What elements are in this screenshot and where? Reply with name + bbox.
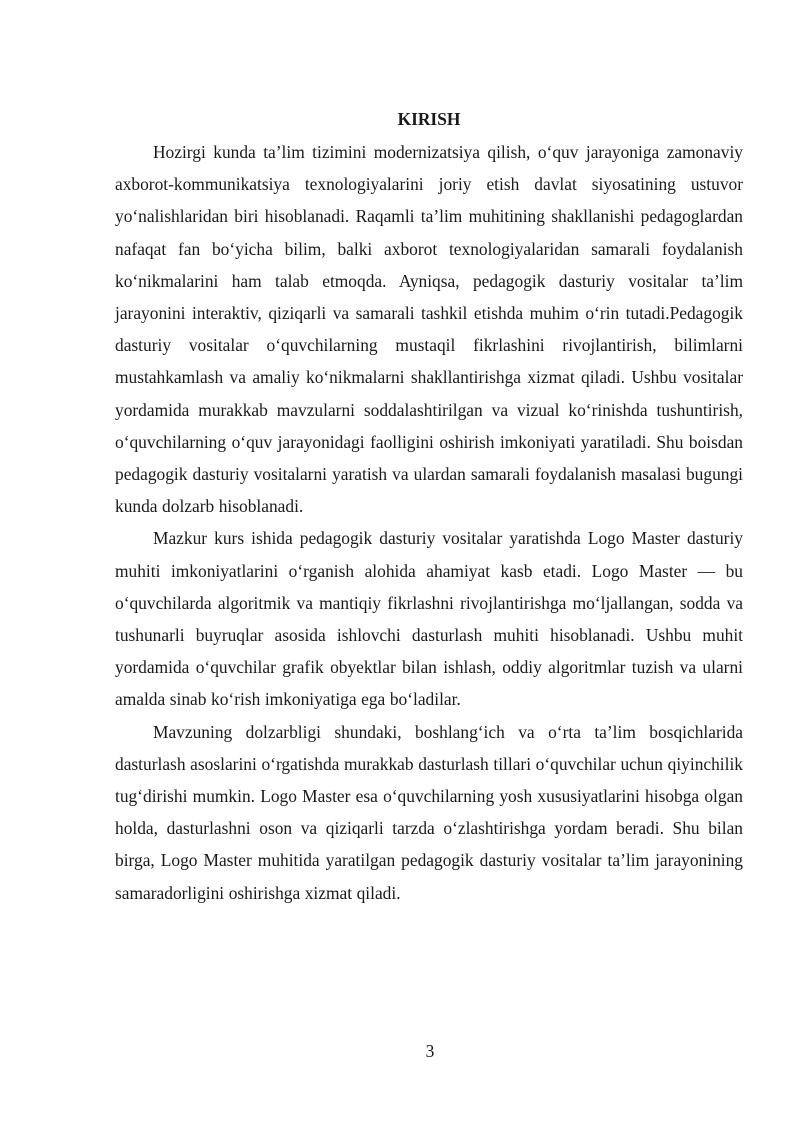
paragraph-relevance: Mavzuning dolzarbligi shundaki, boshlang‘ich va o‘rta ta’lim bosqichlarida dasturlash asoslarini o‘rgatishda murakkab dasturlash tillari o‘quvchilar uchun qiyinchilik tug‘dirishi mumkin. Logo Master esa o‘quvchilarning yosh xususiyatlarini hisobga olgan holda, dasturlashni oson va qiziqarli tarzda o‘zlashtirishga yordam beradi. Shu bilan birga, Logo Master muhitida yaratilgan pedagogik dasturiy vositalar ta’lim jarayonining samaradorligini oshirishga xizmat qiladi.	[115, 721, 743, 903]
page-content	[115, 108, 743, 909]
page-number: 3	[425, 1041, 435, 1061]
section-heading: KIRISH	[397, 109, 461, 129]
paragraph-logo-master: Mazkur kurs ishida pedagogik dasturiy vositalar yaratishda Logo Master dasturiy muhiti imkoniyatlarini o‘rganish alohida ahamiyat kasb etadi. Logo Master — bu o‘quvchilarda algoritmik va mantiqiy fikrlashni rivojlantirishga mo‘ljallangan, sodda va tushunarli buyruqlar asosida ishlovchi dasturlash muhiti hisoblanadi. Ushbu muhit yordamida o‘quvchilar grafik obyektlar bilan ishlash, oddiy algoritmlar tuzish va ularni amalda sinab ko‘rish imkoniyatiga ega bo‘ladilar.	[115, 528, 743, 710]
paragraph-intro: Hozirgi kunda ta’lim tizimini modernizatsiya qilish, o‘quv jarayoniga zamonaviy axborot-kommunikatsiya texnologiyalarini joriy etish davlat siyosatining ustuvor yo‘nalishlaridan biri hisoblanadi. Raqamli ta’lim muhitining shakllanishi pedagoglardan nafaqat fan bo‘yicha bilim, balki axborot texnologiyalaridan samarali foydalanish ko‘nikmalarini ham talab etmoqda. Ayniqsa, pedagogik dasturiy vositalar ta’lim jarayonini interaktiv, qiziqarli va samarali tashkil etishda muhim o‘rin tutadi.Pedagogik dasturiy vositalar o‘quvchilarning mustaqil fikrlashini rivojlantirish, bilimlarni mustahkamlash va amaliy ko‘nikmalarni shakllantirishga xizmat qiladi. Ushbu vositalar yordamida murakkab mavzularni soddalashtirilgan va vizual ko‘rinishda tushuntirish, o‘quvchilarning o‘quv jarayonidagi faolligini oshirish imkoniyati yaratiladi. Shu boisdan pedagogik dasturiy vositalarni yaratish va ulardan samarali foydalanish masalasi bugungi kunda dolzarb hisoblanadi.	[115, 142, 743, 517]
